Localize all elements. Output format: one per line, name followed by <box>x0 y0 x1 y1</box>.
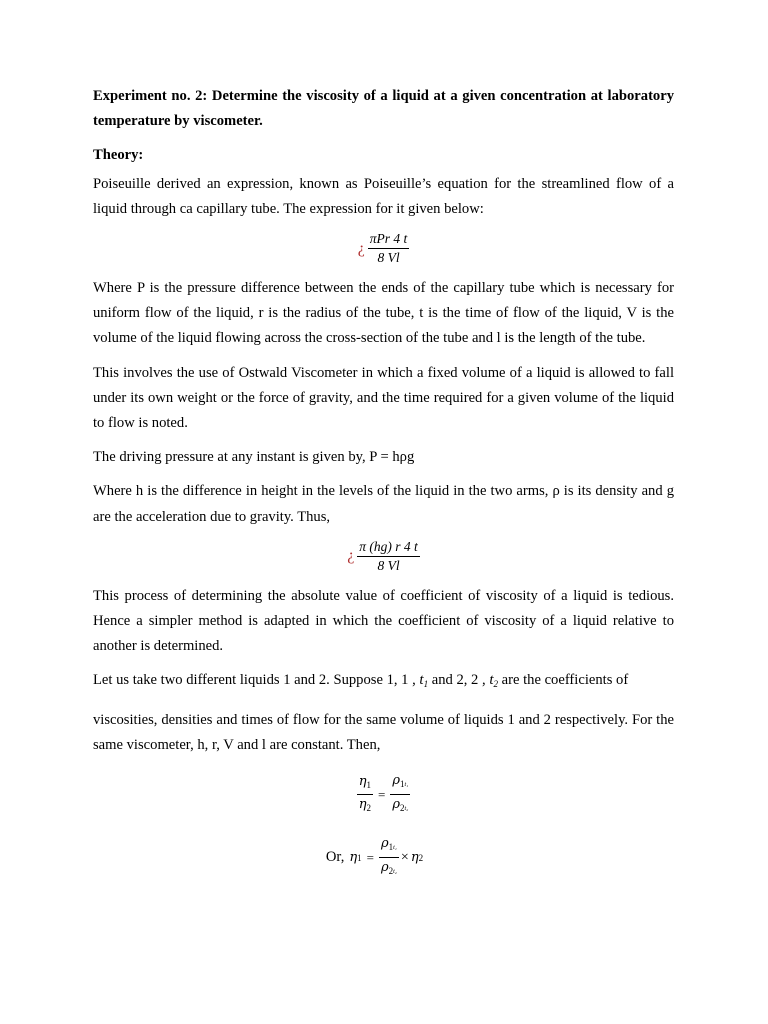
rho-symbol: ρ <box>380 836 389 852</box>
time-symbol-2: t <box>489 672 494 689</box>
equation-denominator: 8 Vl <box>377 557 400 573</box>
eta-symbol: η <box>358 797 367 813</box>
text-segment: Let us take two different liquids 1 and 2. Suppose 1, 1 , <box>93 672 420 689</box>
eta-symbol: η <box>349 850 358 866</box>
rho-symbol: ρ <box>392 797 401 813</box>
theory-heading: Theory: <box>93 147 144 164</box>
rho-symbol: ρ <box>392 773 401 789</box>
paragraph-density: Where h is the difference in height in the levels of the liquid in the two arms, ρ is its density and g are the acceleration due to gravity. Thus, <box>93 483 674 525</box>
equation-prefix: ¿ <box>347 547 355 565</box>
paragraph-constants: viscosities, densities and times of flow for the same volume of liquids 1 and 2 respectively. For the same viscometer, h, r, V and l are constant. Then, <box>93 711 674 753</box>
paragraph-variables: Where P is the pressure difference between the ends of the capillary tube which is necessary for uniform flow of the liquid, r is the radius of the tube, t is the time of flow of the liquid, V is the volume of the liquid flowing across the cross-section of the tube and l is the length of the tube. <box>93 280 674 347</box>
paragraph-two-liquids <box>93 668 674 697</box>
equation-fraction <box>368 231 410 266</box>
time-symbol-1: t <box>419 672 424 689</box>
eta-symbol: η <box>358 774 367 790</box>
equation-prefix: Or, <box>325 849 345 866</box>
paragraph-ostwald: This involves the use of Ostwald Viscometer in which a fixed volume of a liquid is allowed to fall under its own weight or the force of gravity, and the time required for a given volume of the liquid to flow is noted. <box>93 364 674 432</box>
paragraph-relative-method: This process of determining the absolute value of coefficient of viscosity of a liquid is tedious. Hence a simpler method is adapted in which the coefficient of viscosity of a liquid relative to another is determined. <box>93 587 674 655</box>
text-segment: are the coefficients of <box>497 672 629 689</box>
equation-prefix: ¿ <box>357 239 365 257</box>
paragraph-driving-pressure: The driving pressure at any instant is given by, P = hρg <box>93 449 415 466</box>
equation-numerator: πPr 4 t <box>368 231 410 249</box>
equals-sign: = <box>378 786 386 802</box>
equation-ratio <box>93 772 674 817</box>
times-sign: × <box>400 849 409 865</box>
equation-rhs-fraction: $\frac{\rho_1t_1}{\rho_2t_2}$ <box>392 773 409 814</box>
rho-symbol: ρ <box>380 860 389 876</box>
equation-fraction: $\frac{\rho_1t_1}{\rho_2t_2}$ <box>380 836 397 877</box>
equation-denominator: 8 Vl <box>377 250 400 266</box>
experiment-title: Experiment no. 2: Determine the viscosity of a liquid at a given concentration at laboratory temperature by viscometer. <box>93 88 674 130</box>
equation-hydrostatic <box>93 539 674 574</box>
eta-symbol: η <box>410 850 419 866</box>
equation-fraction <box>357 539 420 574</box>
equals-sign: = <box>366 849 374 865</box>
equation-numerator: π (hg) r 4 t <box>357 539 420 557</box>
equation-lhs-fraction: $\frac{\eta_1}{\eta_2}$ <box>358 774 372 814</box>
document-page <box>93 84 674 890</box>
time-subscript-2: 2 <box>493 679 498 690</box>
equation-poiseuille <box>93 231 674 266</box>
paragraph-poiseuille: Poiseuille derived an expression, known as Poiseuille’s equation for the streamlined flow of a liquid through ca capillary tube. The expression for it given below: <box>93 175 674 217</box>
time-subscript-1: 1 <box>423 679 429 690</box>
text-segment: and 2, 2 , <box>428 672 490 689</box>
equation-result: Or, η 1 = $\frac{\rho_1t_1}{\rho_2t_2}$ × η 2 <box>75 835 674 880</box>
